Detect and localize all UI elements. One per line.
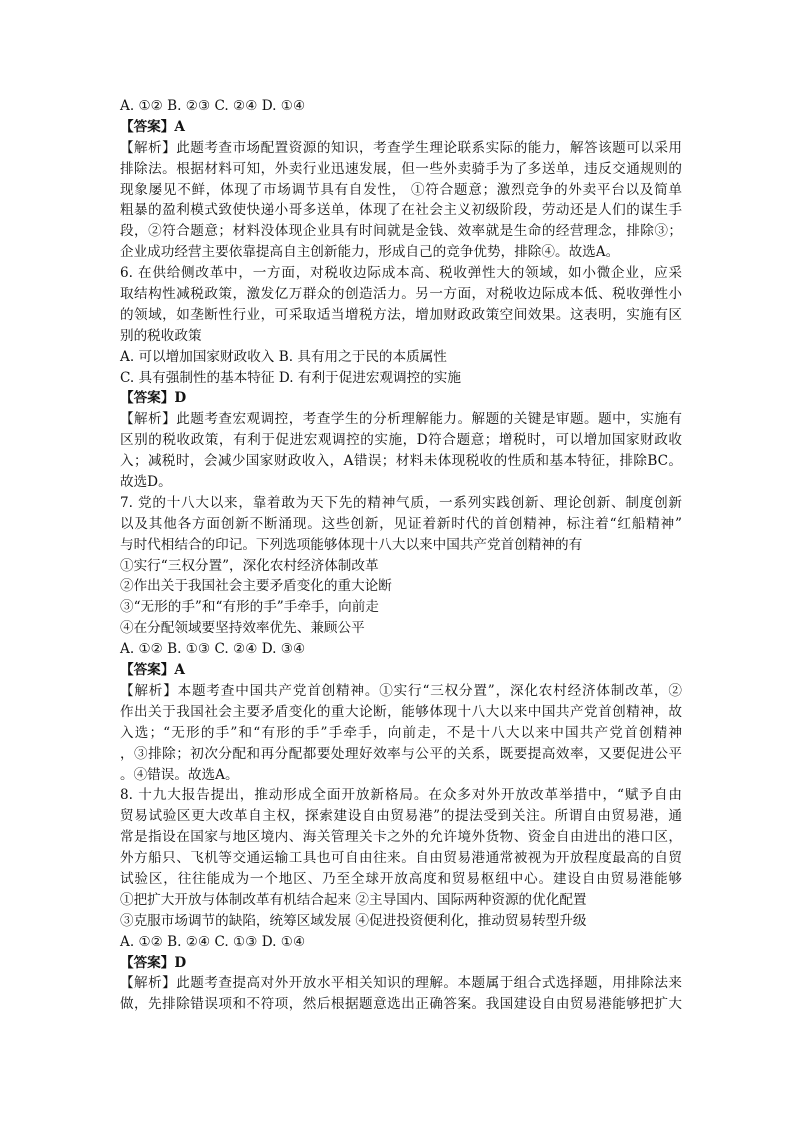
text-line: 【答案】D <box>120 390 187 407</box>
text-line: 的领域，如垄断性行业，可采取适当增税方法，增加财政政策空间效果。这表明，实施有区 <box>120 306 682 323</box>
text-line: 段，②符合题意；材料没体现企业具有时间就是金钱、效率就是生命的经营理念，排除③； <box>120 223 682 240</box>
text-line: 取结构性减税政策，激发亿万群众的创造活力。另一方面，对税收边际成本低、税收弹性小 <box>120 286 682 303</box>
text-line: 粗暴的盈利模式致使快递小哥多送单，体现了在社会主义初级阶段，劳动还是人们的谋生手 <box>120 202 682 219</box>
text-line: 以及其他各方面创新不断涌现。这些创新，见证着新时代的首创精神，标注着“红船精神” <box>120 515 682 532</box>
text-line: 作出关于我国社会主要矛盾变化的重大论断，能够体现十八大以来中国共产党首创精神，故 <box>120 703 682 720</box>
text-line: 常是指设在国家与地区境内、海关管理关卡之外的允许境外货物、资金自由进出的港口区， <box>120 829 682 846</box>
text-line: 现象屡见不鲜，体现了市场调节具有自发性， ①符合题意；激烈竞争的外卖平台以及简单 <box>120 181 682 198</box>
text-line: ①实行“三权分置”，深化农村经济体制改革 <box>120 557 379 574</box>
text-line: 入；减税时，会减少国家财政收入，A错误；材料未体现税收的性质和基本特征，排除BC。 <box>120 453 682 470</box>
text-line: 【解析】此题考查市场配置资源的知识，考查学生理论联系实际的能力，解答该题可以采用 <box>120 139 682 156</box>
text-line: A. ①② B. ②④ C. ①③ D. ①④ <box>120 933 306 950</box>
text-line: 6. 在供给侧改革中，一方面，对税收边际成本高、税收弹性大的领域，如小微企业，应采 <box>120 265 682 282</box>
text-line: 8. 十九大报告提出，推动形成全面开放新格局。在众多对外开放改革举措中，“赋予自由 <box>120 787 682 804</box>
text-line: 企业成功经营主要依靠提高自主创新能力，形成自己的竞争优势，排除④。故选A。 <box>120 244 620 261</box>
text-line: 【答案】D <box>120 954 187 971</box>
text-line: ①把扩大开放与体制改革有机结合起来 ②主导国内、国际两种资源的优化配置 <box>120 891 587 908</box>
text-line: 入选；“无形的手”和“有形的手”手牵手，向前走，不是十八大以来中国共产党首创精神 <box>120 724 682 741</box>
text-line: ④在分配领域要坚持效率优先、兼顾公平 <box>120 620 365 637</box>
text-line: 做，先排除错误项和不符项，然后根据题意选出正确答案。我国建设自由贸易港能够把扩大 <box>120 996 682 1013</box>
text-line: ③克服市场调节的缺陷，统筹区域发展 ④促进投资便利化，推动贸易转型升级 <box>120 912 587 929</box>
text-line: 故选D。 <box>120 474 172 491</box>
text-line: 【答案】A <box>120 662 185 679</box>
text-line: 【解析】此题考查宏观调控，考查学生的分析理解能力。解题的关键是审题。题中，实施有 <box>120 411 682 428</box>
text-line: 外方船只、飞机等交通运输工具也可自由往来。自由贸易港通常被视为开放程度最高的自贸 <box>120 850 682 867</box>
text-line: 【解析】此题考查提高对外开放水平相关知识的理解。本题属于组合式选择题，用排除法来 <box>120 975 682 992</box>
text-line: 【答案】A <box>120 118 185 135</box>
text-line: 与时代相结合的印记。下列选项能够体现十八大以来中国共产党首创精神的有 <box>120 536 583 553</box>
text-line: ②作出关于我国社会主要矛盾变化的重大论断 <box>120 578 392 595</box>
text-line: A. ①② B. ①③ C. ②④ D. ③④ <box>120 641 306 658</box>
document-page <box>120 96 682 1015</box>
text-line: A. ①② B. ②③ C. ②④ D. ①④ <box>120 98 306 114</box>
text-line: 排除法。根据材料可知，外卖行业迅速发展，但一些外卖骑手为了多送单，违反交通规则的 <box>120 160 682 177</box>
text-line: ③“无形的手”和“有形的手”手牵手，向前走 <box>120 599 379 616</box>
text-line: A. 可以增加国家财政收入 B. 具有用之于民的本质属性 <box>120 348 447 365</box>
text-line: 【解析】本题考查中国共产党首创精神。①实行“三权分置”，深化农村经济体制改革，② <box>120 682 682 699</box>
text-line: 7. 党的十八大以来，靠着敢为天下先的精神气质，一系列实践创新、理论创新、制度创新 <box>120 494 682 511</box>
text-line: 贸易试验区更大改革自主权，探索建设自由贸易港”的提法受到关注。所谓自由贸易港，通 <box>120 808 682 825</box>
text-line: 试验区，往往能成为一个地区、乃至全球开放高度和贸易枢纽中心。建设自由贸易港能够 <box>120 870 682 887</box>
text-line: 别的税收政策 <box>120 327 202 344</box>
text-line: 区别的税收政策，有利于促进宏观调控的实施，D符合题意；增税时，可以增加国家财政收 <box>120 432 682 449</box>
text-line: ，③排除；初次分配和再分配都要处理好效率与公平的关系，既要提高效率，又要促进公平 <box>120 745 682 762</box>
text-line: C. 具有强制性的基本特征 D. 有利于促进宏观调控的实施 <box>120 369 461 386</box>
text-line: 。④错误。故选A。 <box>120 766 239 783</box>
